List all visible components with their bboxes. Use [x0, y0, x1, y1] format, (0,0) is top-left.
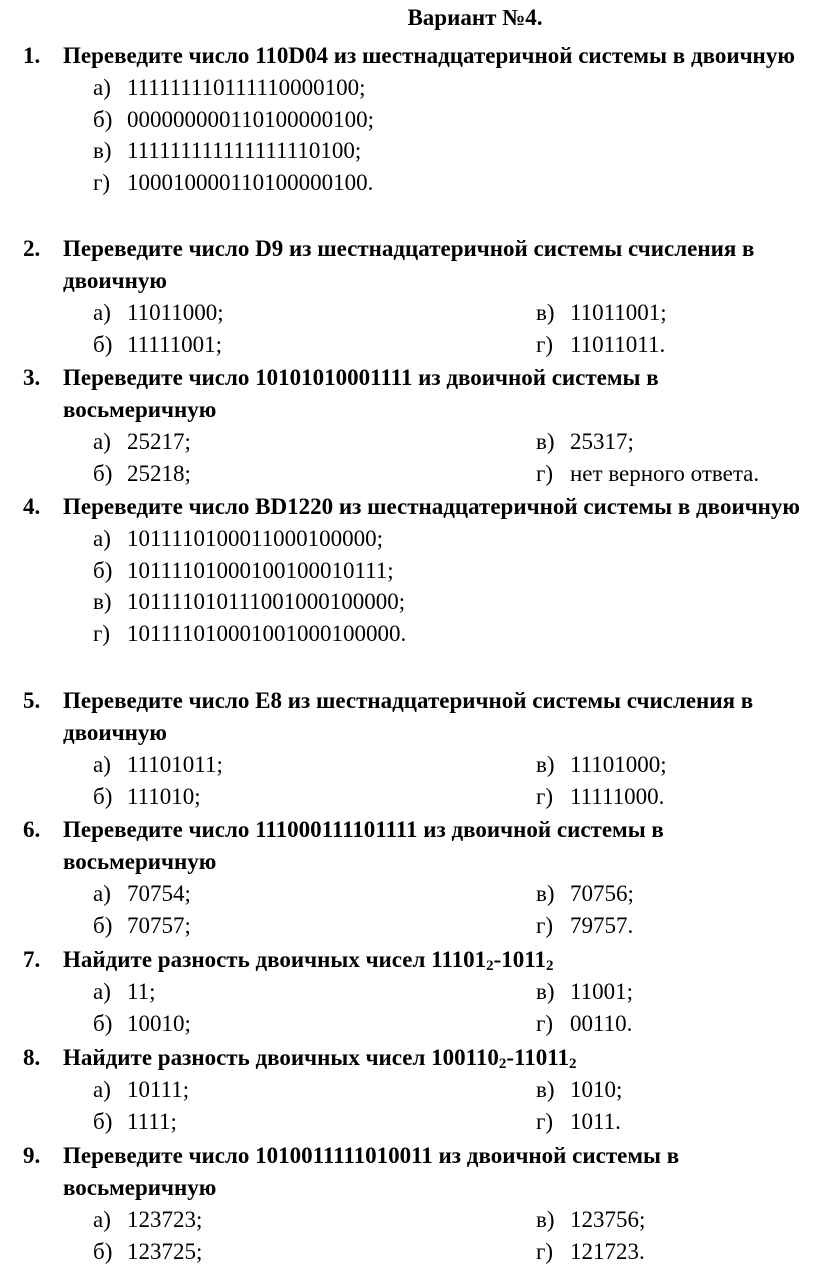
- question-header: [0, 362, 816, 426]
- question-text: Найдите разность двоичных чисел $100110_2-11011_2$: [63, 1045, 577, 1072]
- question-2: [0, 233, 816, 360]
- answer-option-v: в) 1010;: [536, 1077, 623, 1102]
- answer-options: [0, 523, 816, 649]
- answer-option-a: а) 111111110111110000100;: [93, 75, 366, 100]
- answer-option-v: в) 123756;: [536, 1207, 646, 1232]
- answer-option-b: б) 70757;: [93, 912, 191, 938]
- variant-title: Вариант №4.: [407, 5, 543, 30]
- answer-option-v: в) 111111111111111110100;: [93, 138, 362, 163]
- answer-option-b: б) 1111;: [93, 1108, 177, 1134]
- answer-option-b: б) 10111101000100100010111;: [93, 557, 394, 583]
- question-header: [0, 491, 816, 523]
- question-text: Переведите число 10101010001111 из двоичной системы в восьмеричную: [63, 365, 659, 422]
- answer-option-b: б) 25218;: [93, 460, 191, 486]
- answer-option-b: б) 000000000110100000100;: [93, 106, 375, 132]
- question-6: [0, 814, 816, 941]
- answer-option-a: а) 25217;: [93, 429, 191, 454]
- answer-option-g: г) 79757.: [536, 912, 634, 938]
- answer-option-a: а) 123723;: [93, 1207, 203, 1232]
- question-number: 5.: [23, 688, 41, 713]
- answer-option-g: г) 101111010001001000100000.: [93, 620, 407, 646]
- answer-option-g: г) 00110.: [536, 1010, 633, 1036]
- answer-option-a: а) 11101011;: [93, 752, 223, 777]
- answer-option-b: б) 123725;: [93, 1238, 203, 1264]
- question-text: Переведите число 1010011111010011 из двоичной системы в восьмеричную: [63, 1143, 680, 1200]
- answer-options: [0, 1204, 816, 1267]
- answer-option-b: б) 111010;: [93, 783, 201, 809]
- question-text: Переведите число 111000111101111 из двоичной системы в восьмеричную: [63, 817, 664, 874]
- question-header: [0, 233, 816, 297]
- question-text: Переведите число E8 из шестнадцатеричной системы счисления в двоичную: [63, 688, 754, 745]
- answer-option-a: а) 10111;: [93, 1077, 190, 1102]
- answer-options: [0, 297, 816, 360]
- answer-options: [0, 878, 816, 941]
- question-5: [0, 685, 816, 812]
- answer-option-v: в) 11101000;: [536, 752, 667, 777]
- answer-option-b: б) 11111001;: [93, 331, 222, 357]
- question-header: [0, 1042, 816, 1074]
- question-header: [0, 685, 816, 749]
- question-8: [0, 1042, 816, 1137]
- answer-option-g: г) 100010000110100000100.: [93, 169, 374, 195]
- answer-option-a: а) 1011110100011000100000;: [93, 526, 383, 551]
- question-number: 8.: [23, 1045, 41, 1070]
- question-1: [0, 40, 816, 198]
- answer-option-g: г) 11111000.: [536, 783, 665, 809]
- question-number: 9.: [23, 1143, 41, 1168]
- answer-option-v: в) 101111010111001000100000;: [93, 589, 406, 614]
- question-number: 4.: [23, 494, 41, 519]
- question-number: 1.: [23, 43, 41, 68]
- answer-option-g: г) 1011.: [536, 1108, 621, 1134]
- question-number: 2.: [23, 236, 41, 261]
- question-9: [0, 1140, 816, 1267]
- answer-option-a: а) 11;: [93, 979, 156, 1004]
- question-header: [0, 1140, 816, 1204]
- question-4: [0, 491, 816, 649]
- question-number: 3.: [23, 365, 41, 390]
- question-text: Найдите разность двоичных чисел $11101_2-1011_2$: [63, 947, 554, 974]
- answer-options: [0, 426, 816, 489]
- answer-option-g: г) 121723.: [536, 1238, 645, 1264]
- answer-options: [0, 72, 816, 198]
- answer-option-v: в) 11011001;: [536, 300, 667, 325]
- question-text: Переведите число D9 из шестнадцатеричной системы счисления в двоичную: [63, 236, 755, 293]
- answer-options: [0, 976, 816, 1039]
- question-7: [0, 944, 816, 1039]
- question-header: [0, 40, 816, 72]
- answer-option-b: б) 10010;: [93, 1010, 191, 1036]
- answer-option-a: а) 11011000;: [93, 300, 224, 325]
- answer-options: [0, 1074, 816, 1137]
- question-number: 6.: [23, 817, 41, 842]
- answer-option-v: в) 11001;: [536, 979, 634, 1004]
- answer-option-g: г) нет верного ответа.: [536, 460, 760, 486]
- answer-option-v: в) 25317;: [536, 429, 634, 454]
- question-text: Переведите число 110D04 из шестнадцатеричной системы в двоичную: [63, 43, 795, 68]
- answer-option-v: в) 70756;: [536, 881, 634, 906]
- answer-options: [0, 749, 816, 812]
- answer-option-a: а) 70754;: [93, 881, 191, 906]
- question-number: 7.: [23, 947, 41, 972]
- answer-option-g: г) 11011011.: [536, 331, 666, 357]
- question-text: Переведите число BD1220 из шестнадцатеричной системы в двоичную: [63, 494, 800, 519]
- question-header: [0, 814, 816, 878]
- question-header: [0, 944, 816, 976]
- question-3: [0, 362, 816, 489]
